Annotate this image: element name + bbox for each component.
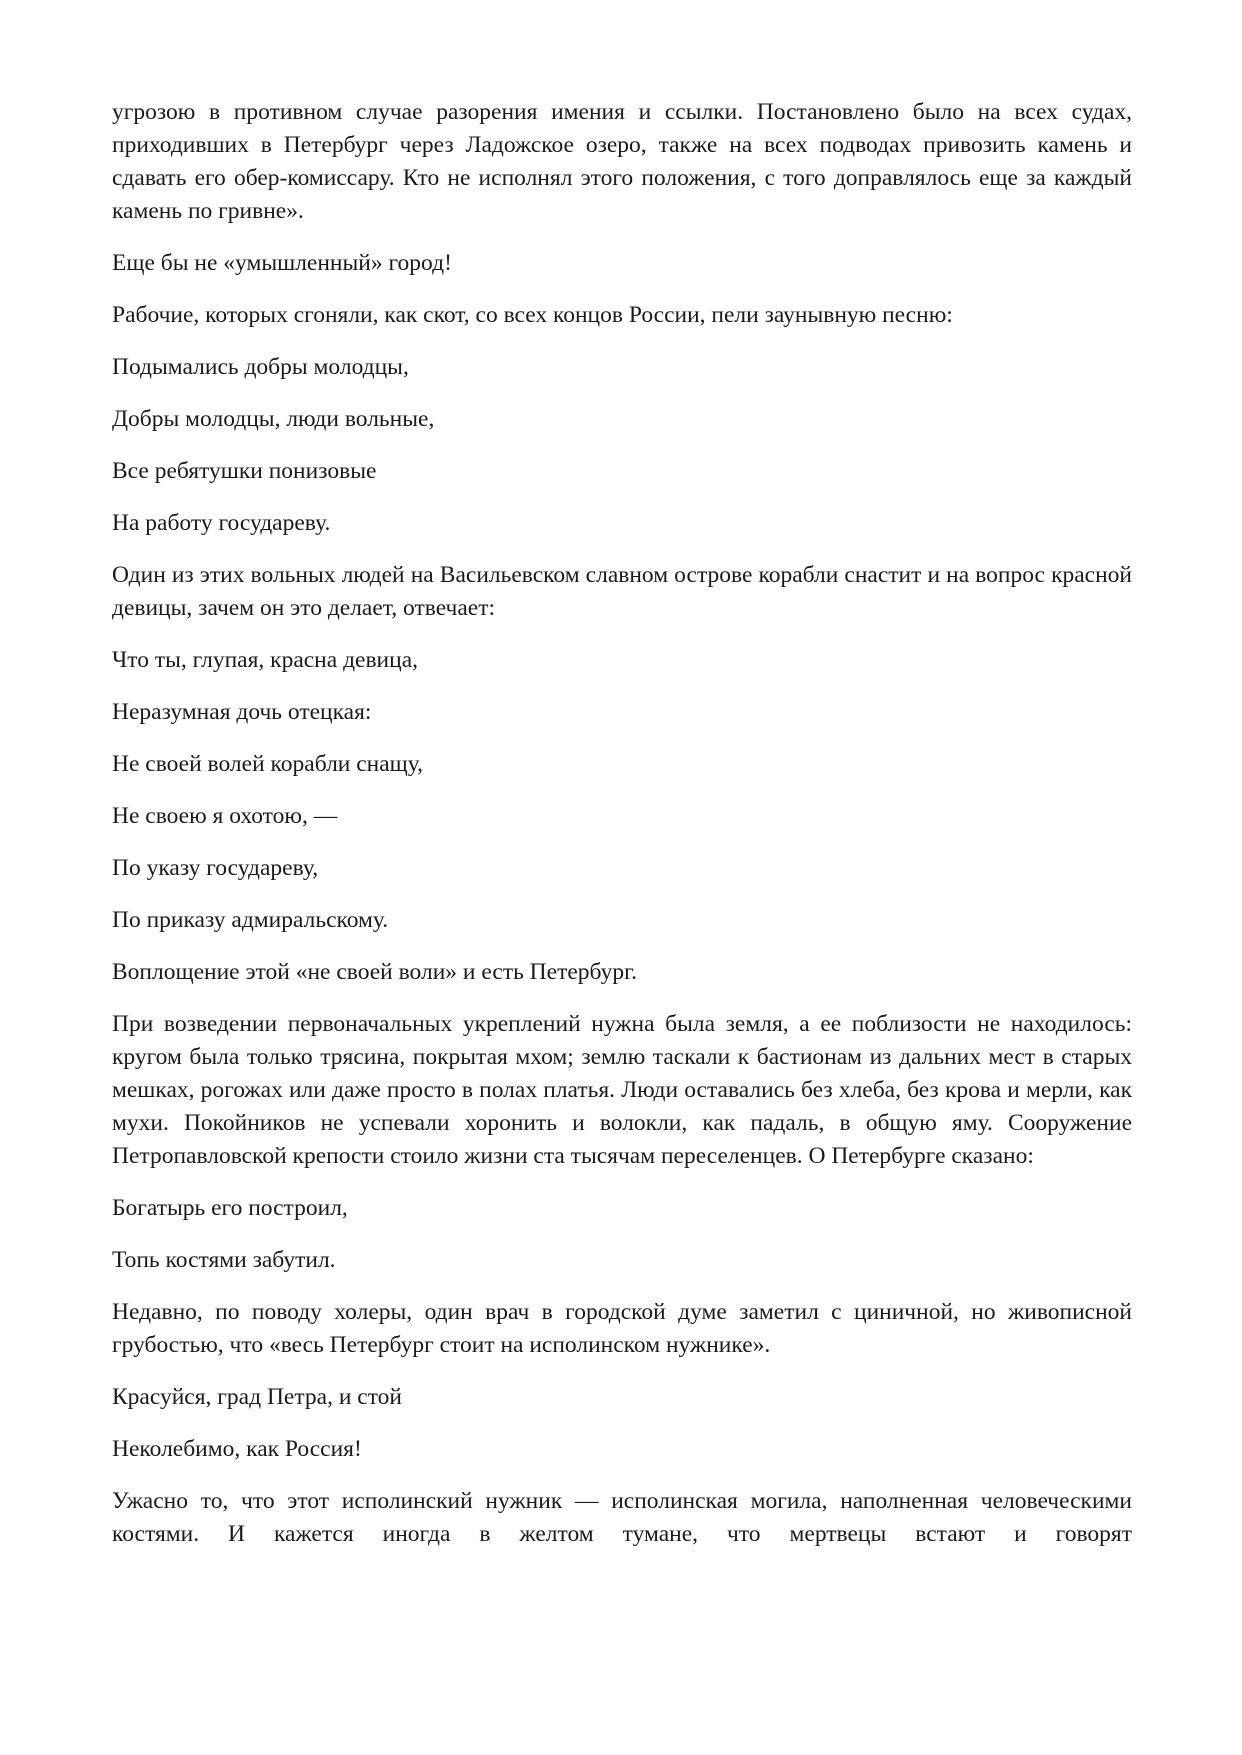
verse-line: Неразумная дочь отецкая: <box>112 699 372 725</box>
verse-line: По приказу адмиральскому. <box>112 907 389 933</box>
document-page <box>112 96 1132 1570</box>
paragraph-workers-song-intro: Рабочие, которых сгоняли, как скот, со всех концов России, пели заунывную песню: <box>112 302 953 328</box>
verse-line: Топь костями забутил. <box>112 1247 336 1273</box>
verse-line: Богатырь его построил, <box>112 1195 348 1221</box>
verse-line: По указу государеву, <box>112 855 319 881</box>
paragraph-decree-end: угрозою в противном случае разорения имения и ссылки. Постановлено было на всех судах, приходивших в Петербург через Ладожское озеро, также на всех подводах привозить камень и сдавать его обер-комиссару. Кто не исполнял этого положения, с того доправлялось еще за каждый камень по гривне». <box>112 99 1132 224</box>
verse-line: Что ты, глупая, красна девица, <box>112 647 419 673</box>
verse-line: На работу государеву. <box>112 510 331 536</box>
verse-line: Не своей волей корабли снащу, <box>112 751 424 777</box>
paragraph-fortifications: При возведении первоначальных укреплений нужна была земля, а ее поблизости не находилось: кругом была только трясина, покрытая мхом; землю таскали к бастионам из дальних мест в старых мешках, рогожах или даже просто в полах платья. Люди оставались без хлеба, без крова и мерли, как мухи. Покойников не успевали хоронить и волокли, как падаль, в общую яму. Сооружение Петропавловской крепости стоило жизни ста тысячам переселенцев. О Петербурге сказано: <box>112 1011 1132 1169</box>
verse-line: Неколебимо, как Россия! <box>112 1436 362 1462</box>
verse-line: Добры молодцы, люди вольные, <box>112 406 435 432</box>
paragraph-cholera-remark: Недавно, по поводу холеры, один врач в городской думе заметил с циничной, но живописной грубостью, что «весь Петербург стоит на исполинском нужнике». <box>112 1299 1132 1358</box>
verse-line: Подымались добры молодцы, <box>112 354 409 380</box>
paragraph-intentional-city: Еще бы не «умышленный» город! <box>112 250 452 276</box>
verse-line: Не своею я охотою, — <box>112 803 338 829</box>
paragraph-embodiment: Воплощение этой «не своей воли» и есть Петербург. <box>112 959 637 985</box>
verse-line: Красуйся, град Петра, и стой <box>112 1384 402 1410</box>
verse-line: Все ребятушки понизовые <box>112 458 377 484</box>
paragraph-vasilievsky-island: Один из этих вольных людей на Васильевском славном острове корабли снастит и на вопрос красной девицы, зачем он это делает, отвечает: <box>112 562 1132 621</box>
paragraph-giant-grave: Ужасно то, что этот исполинский нужник — исполинская могила, наполненная человеческими костями. И кажется иногда в желтом тумане, что мертвецы встают и говорят <box>112 1488 1132 1547</box>
